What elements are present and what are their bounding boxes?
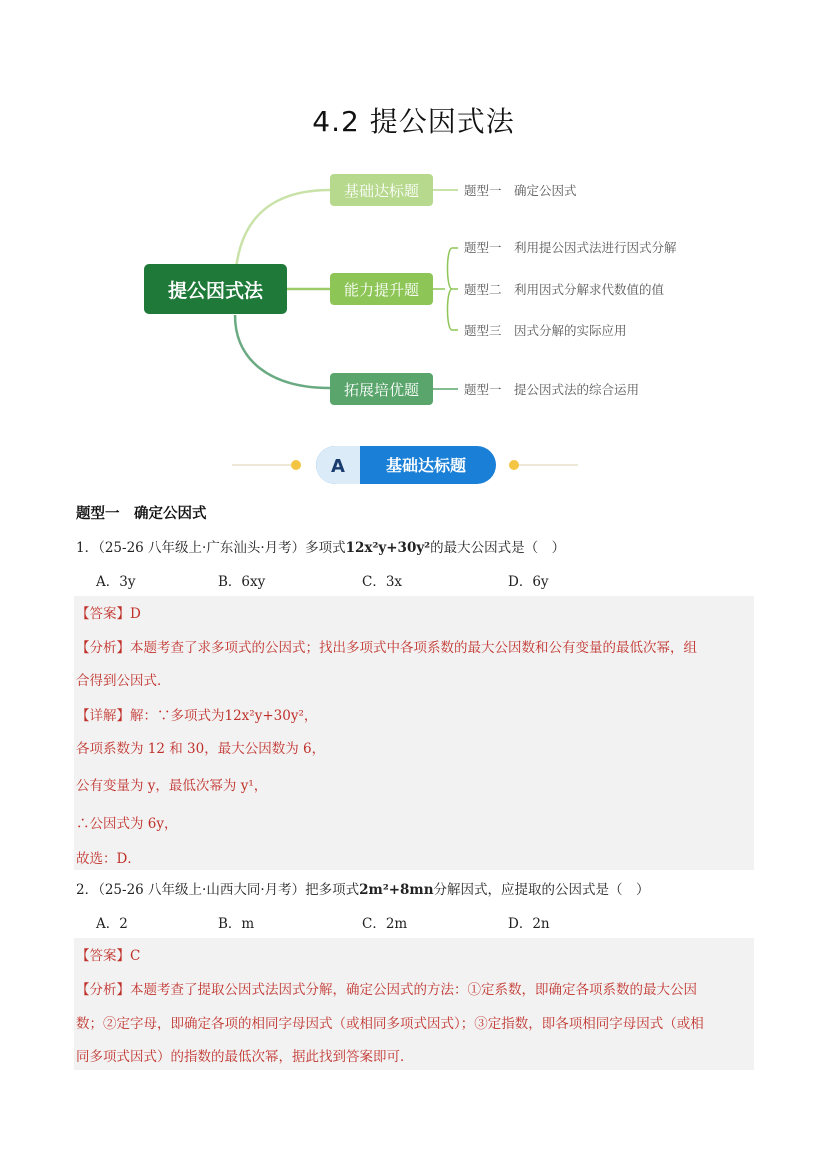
answer: 【答案】C xyxy=(76,948,141,964)
detail-line: 【详解】解：∵多项式为12x²y+30y²， xyxy=(76,708,318,724)
branch-item: 题型三 因式分解的实际应用 xyxy=(464,323,627,338)
option-c: C．3x xyxy=(362,574,403,590)
analysis-line: 【分析】本题考查了求多项式的公因式；找出多项式中各项系数的最大公因数和公有变量的最低次幂，组 xyxy=(76,640,697,656)
answer-block-1 xyxy=(74,596,754,870)
banner-dot-left xyxy=(291,460,301,470)
mindmap-root-label: 提公因式法 xyxy=(167,280,264,302)
detail-line: 公有变量为 y，最低次幂为 y¹， xyxy=(76,778,268,794)
section-heading: 题型一 确定公因式 xyxy=(76,506,207,522)
branch-label-ability: 能力提升题 xyxy=(343,281,420,299)
branch-item: 题型二 利用因式分解求代数值的值 xyxy=(464,282,665,297)
mind-map xyxy=(0,160,827,420)
option-d: D．2n xyxy=(508,916,550,932)
option-b: B．m xyxy=(218,916,255,932)
connector-extend xyxy=(235,315,330,388)
branch-item: 题型一 提公因式法的综合运用 xyxy=(464,382,640,397)
detail-line: 故选：D． xyxy=(76,851,141,867)
banner-letter: A xyxy=(331,456,345,477)
branch-label-extend: 拓展培优题 xyxy=(343,381,420,399)
q1-expression: 12x²y+30y² xyxy=(345,540,431,556)
option-a: A．2 xyxy=(96,916,128,932)
detail-line: ∴公因式为 6y， xyxy=(76,816,178,832)
analysis-line: 数；②定字母，即确定各项的相同字母因式（或相同多项式因式）；③定指数，即各项相同字母因式（或相 xyxy=(76,1016,704,1032)
option-b: B．6xy xyxy=(218,574,266,590)
option-a: A．3y xyxy=(96,574,136,590)
branch-item: 题型一 确定公因式 xyxy=(464,183,577,198)
question-2-stem: 2．（25-26 八年级上·山西大同·月考）把多项式2m²+8mn分解因式，应提取的公因式是（ ） xyxy=(76,882,650,898)
option-d: D．6y xyxy=(508,574,549,590)
banner-label: 基础达标题 xyxy=(385,456,467,475)
banner-dot-right xyxy=(509,460,519,470)
q2-expression: 2m²+8mn xyxy=(359,882,434,898)
answer-block-2 xyxy=(74,938,754,1070)
page-title: 4.2 提公因式法 xyxy=(312,105,515,138)
section-banner xyxy=(0,438,827,490)
question-1-stem: 1．（25-26 八年级上·广东汕头·月考）多项式12x²y+30y²的最大公因式是（ ） xyxy=(76,540,566,556)
analysis-line: 合得到公因式． xyxy=(76,673,171,689)
analysis-line: 【分析】本题考查了提取公因式法因式分解，确定公因式的方法：①定系数，即确定各项系数的最大公因 xyxy=(76,982,697,998)
detail-line: 各项系数为 12 和 30，最大公因数为 6， xyxy=(76,741,326,757)
branch-label-basic: 基础达标题 xyxy=(343,182,420,200)
analysis-line: 同多项式因式）的指数的最低次幂，据此找到答案即可． xyxy=(76,1049,414,1065)
branch-item: 题型一 利用提公因式法进行因式分解 xyxy=(464,240,677,255)
option-c: C．2m xyxy=(362,916,408,932)
answer: 【答案】D xyxy=(76,606,141,622)
